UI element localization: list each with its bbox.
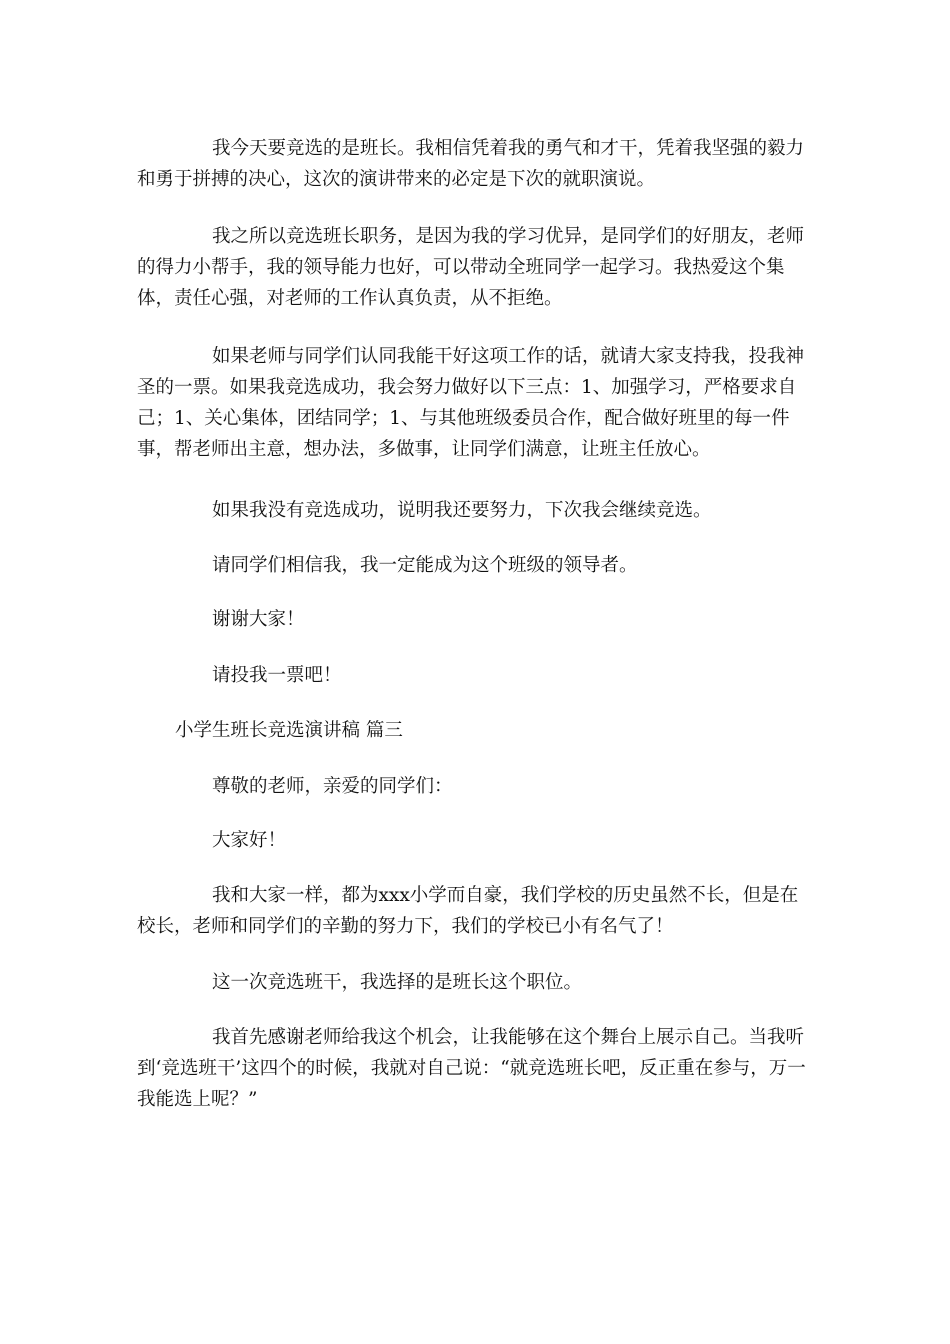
paragraph-position-choice: 这一次竞选班干，我选择的是班长这个职位。 bbox=[212, 972, 583, 993]
paragraph-gratitude: 我首先感谢老师给我这个机会，让我能够在这个舞台上展示自己。当我听到‘竞选班干’这四个的时候，我就对自己说：“就竞选班长吧，反正重在参与，万一我能选上呢？” bbox=[137, 1027, 806, 1110]
paragraph-vote-for-me: 请投我一票吧！ bbox=[212, 665, 342, 686]
paragraph-reasons: 我之所以竞选班长职务，是因为我的学习优异，是同学们的好朋友，老师的得力小帮手，我的领导能力也好，可以带动全班同学一起学习。我热爱这个集体，责任心强，对老师的工作认真负责，从不拒绝。 bbox=[137, 226, 805, 309]
paragraph-candidacy-statement: 我今天要竞选的是班长。我相信凭着我的勇气和才干，凭着我坚强的毅力和勇于拼搏的决心，这次的演讲带来的必定是下次的就职演说。 bbox=[137, 138, 805, 190]
paragraph-promises: 如果老师与同学们认同我能干好这项工作的话，就请大家支持我，投我神圣的一票。如果我竞选成功，我会努力做好以下三点：1、加强学习，严格要求自己；1、关心集体，团结同学；1、与其他班级委员合作，配合做好班里的每一件事，帮老师出主意，想办法，多做事，让同学们满意，让班主任放心。 bbox=[137, 346, 805, 460]
paragraph-hello-everyone: 大家好！ bbox=[212, 830, 287, 851]
paragraph-greeting-teachers: 尊敬的老师，亲爱的同学们： bbox=[212, 776, 453, 797]
paragraph-believe-me: 请同学们相信我，我一定能成为这个班级的领导者。 bbox=[212, 555, 638, 576]
paragraph-school-pride: 我和大家一样，都为xxx小学而自豪，我们学校的历史虽然不长，但是在校长，老师和同学们的辛勤的努力下，我们的学校已小有名气了！ bbox=[137, 885, 799, 937]
section-heading: 小学生班长竞选演讲稿 篇三 bbox=[175, 720, 403, 741]
paragraph-if-not-elected: 如果我没有竞选成功，说明我还要努力，下次我会继续竞选。 bbox=[212, 500, 712, 521]
paragraph-thanks: 谢谢大家！ bbox=[212, 609, 305, 630]
